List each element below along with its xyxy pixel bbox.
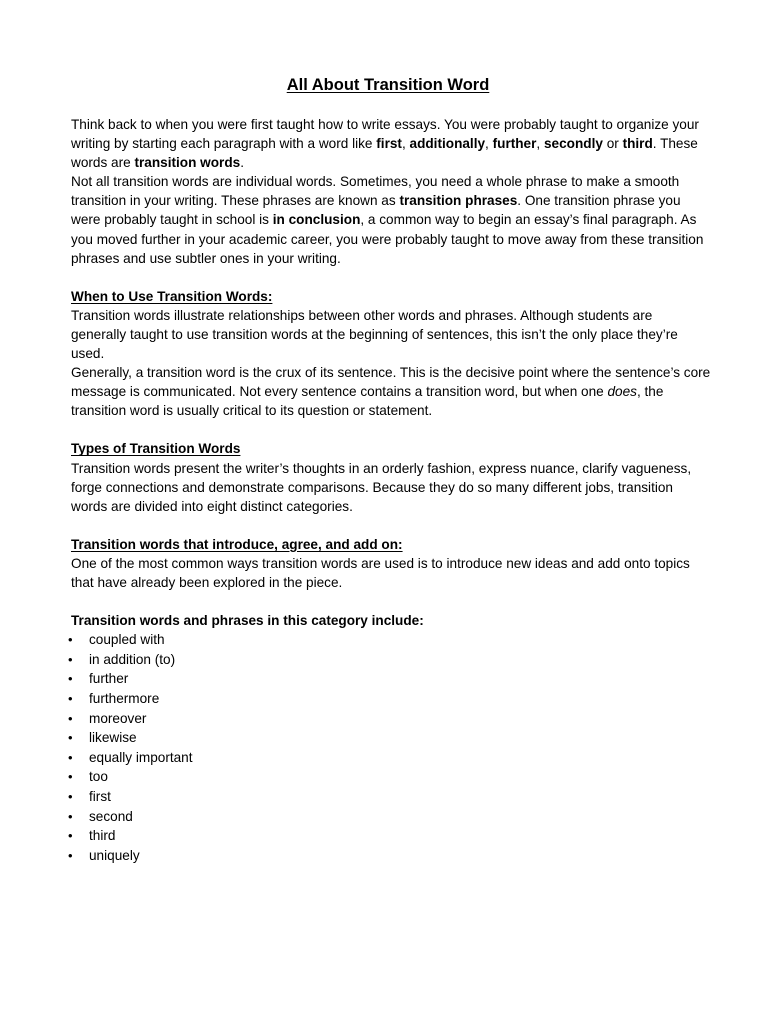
list-item [68,630,711,650]
bold-term-third: third [622,136,653,152]
document-page [68,74,711,865]
transition-word-list [68,630,711,865]
paragraph-spacer [71,268,711,287]
list-item-text: second [89,808,133,824]
bold-term-secondly: secondly [543,136,603,152]
list-item [68,826,711,846]
list-item-text: in addition (to) [89,651,176,667]
text-run: Generally, a transition word is the crux of its sentence. This is the decisive point where the sentence’s core message is communicated. Not every sentence contains a transition word, but when one [71,365,711,400]
text-run: , [401,136,410,152]
bullet-icon: • [68,690,73,706]
bold-term-additionally: additionally [409,136,486,152]
text-run: , [485,136,493,152]
list-item [68,807,711,827]
document-title: All About Transition Word [286,76,490,94]
list-item-text: too [89,769,108,785]
text-run: . One transition phrase you were probably taught in school is [71,193,681,228]
text-run: or [602,136,623,152]
bold-term-transition-words: transition words [134,155,241,171]
bullet-icon: • [68,769,73,785]
section-heading-introduce: Transition words that introduce, agree, and add on: [71,536,403,552]
bullet-icon: • [68,632,73,648]
list-item-text: furthermore [89,690,160,706]
text-run: , [536,136,544,152]
text-run: . [240,155,244,171]
bold-term-first: first [376,136,402,152]
introduce-paragraph: One of the most common ways transition words are used is to introduce new ideas and add onto topics that have already been explored in the piece. [71,555,690,590]
list-item-text: third [89,828,116,844]
text-run: , a common way to begin an essay’s final paragraph. As you moved further in your academic career, you were probably taught to move away from these transition phrases and use subtler ones in your writing. [71,212,704,266]
bold-term-in-conclusion: in conclusion [272,212,361,228]
list-item [68,709,711,729]
section-heading-when-to-use: When to Use Transition Words: [71,288,273,304]
text-run: Not all transition words are individual words. Sometimes, you need a whole phrase to make a smooth transition in your writing. These phrases are known as [71,174,680,209]
list-item-text: equally important [89,749,193,765]
text-run: Think back to when you were first taught how to write essays. You were probably taught to organize your writing by starting each paragraph with a word like [71,117,699,152]
list-item-text: first [89,788,111,804]
bullet-icon: • [68,749,73,765]
list-item [68,669,711,689]
paragraph-spacer [71,592,711,611]
bold-term-transition-phrases: transition phrases [399,193,518,209]
italic-term-does: does [607,384,637,400]
bullet-icon: • [68,847,73,863]
category-list-heading: Transition words and phrases in this category include: [71,613,424,629]
text-run: , the transition word is usually critical to its question or statement. [71,384,664,419]
bullet-icon: • [68,828,73,844]
intro-paragraph-2 [71,172,711,267]
bullet-icon: • [68,730,73,746]
when-to-use-paragraph-1: Transition words illustrate relationships between other words and phrases. Although students are generally taught to use transition words at the beginning of sentences, this isn’t the only place they’re used. [71,307,678,362]
paragraph-spacer [71,516,711,535]
when-to-use-paragraph-2 [71,363,711,420]
list-item [68,728,711,748]
bullet-icon: • [68,671,73,687]
list-item [68,748,711,768]
list-item-text: uniquely [89,847,140,863]
section-heading-types: Types of Transition Words [71,441,241,457]
bullet-icon: • [68,651,73,667]
list-item [68,767,711,787]
paragraph-spacer [71,420,711,439]
types-paragraph: Transition words present the writer’s thoughts in an orderly fashion, express nuance, clarify vagueness, forge connections and demonstrate comparisons. Because they do so many different jobs, transition words are divided into eight distinct categories. [71,460,692,514]
list-item-text: likewise [89,730,137,746]
list-item-text: moreover [89,710,147,726]
list-item [68,689,711,709]
list-item [68,650,711,670]
list-item-text: further [89,671,129,687]
list-item [68,846,711,866]
list-item [68,787,711,807]
bullet-icon: • [68,808,73,824]
bullet-icon: • [68,788,73,804]
text-run: . These words are [71,136,698,171]
list-item-text: coupled with [89,632,165,648]
bullet-icon: • [68,710,73,726]
intro-paragraph-1 [71,115,711,172]
bold-term-further: further [492,136,537,152]
